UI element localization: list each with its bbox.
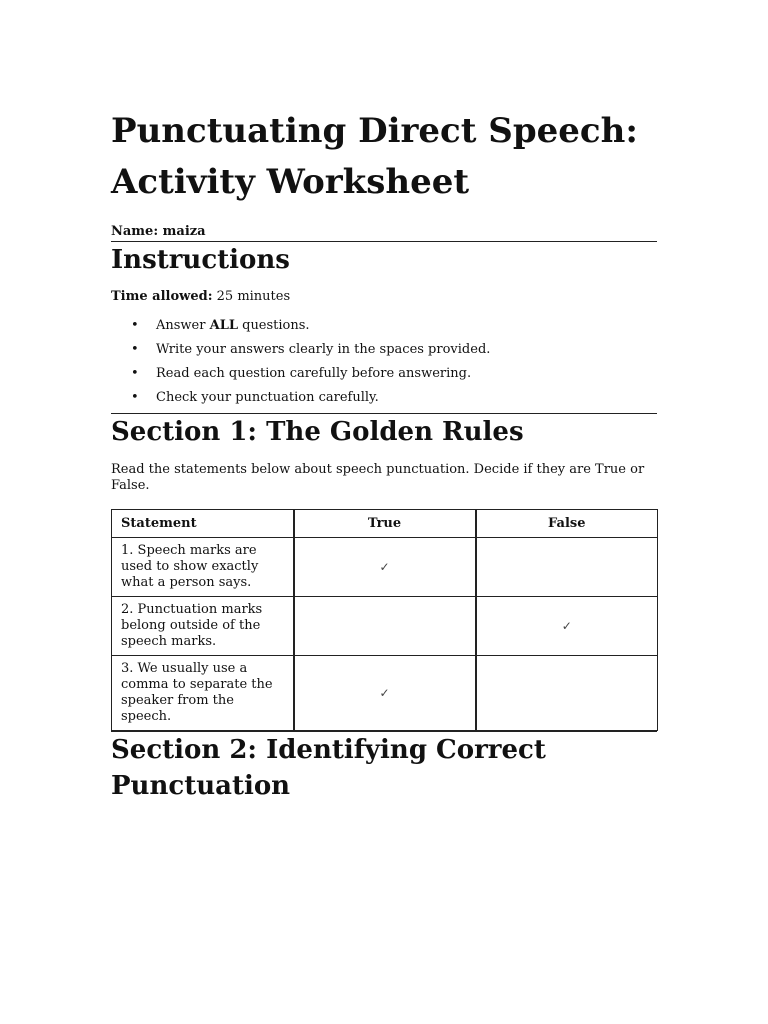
list-item (111, 365, 657, 383)
instruction-text: Check your punctuation carefully. (156, 390, 379, 405)
statement-cell: 3. We usually use a comma to separate the speaker from the speech. (112, 656, 294, 731)
column-header-false: False (476, 510, 658, 538)
time-allowed-label: Time allowed: (111, 289, 213, 304)
section-1-intro: Read the statements below about speech punctuation. Decide if they are True or False. (111, 462, 645, 493)
section-2-heading (111, 732, 657, 804)
bullet-icon: • (131, 366, 139, 381)
instructions-list (111, 317, 657, 407)
section-1-heading: Section 1: The Golden Rules (111, 417, 524, 447)
list-item (111, 341, 657, 359)
name-value: maiza (162, 224, 206, 239)
statement-cell: 1. Speech marks are used to show exactly what a person says. (112, 538, 294, 597)
list-item (111, 317, 657, 335)
true-answer-cell[interactable]: ✓ (294, 538, 476, 597)
true-answer-cell[interactable]: ✓ (294, 656, 476, 731)
section-2-heading-line-1: Section 2: Identifying Correct (111, 735, 546, 765)
instruction-text: Read each question carefully before answering. (156, 366, 472, 381)
time-allowed-line (111, 288, 657, 306)
page-title-line-1: Punctuating Direct Speech: (111, 111, 638, 151)
true-answer-cell[interactable] (294, 597, 476, 656)
instruction-text-before: Answer (156, 318, 210, 333)
instructions-heading: Instructions (111, 245, 290, 275)
student-name-line (111, 223, 657, 241)
false-answer-cell[interactable] (476, 656, 658, 731)
page-title-line-2: Activity Worksheet (111, 162, 470, 202)
table-row (112, 538, 658, 597)
bullet-icon: • (131, 390, 139, 405)
false-answer-cell[interactable]: ✓ (476, 597, 658, 656)
bullet-icon: • (131, 342, 139, 357)
true-false-table (111, 509, 658, 731)
column-header-true: True (294, 510, 476, 538)
worksheet-content (111, 106, 657, 804)
section-2-heading-line-2: Punctuation (111, 771, 291, 801)
time-allowed-value: 25 minutes (216, 289, 291, 304)
instruction-text-bold: ALL (209, 318, 238, 333)
false-answer-cell[interactable] (476, 538, 658, 597)
list-item (111, 389, 657, 407)
name-label: Name: (111, 224, 159, 239)
table-row (112, 597, 658, 656)
page-title (111, 106, 657, 208)
statement-cell: 2. Punctuation marks belong outside of the speech marks. (112, 597, 294, 656)
table-row (112, 656, 658, 731)
bullet-icon: • (131, 318, 139, 333)
column-header-statement: Statement (112, 510, 294, 538)
instruction-text: Write your answers clearly in the spaces provided. (156, 342, 491, 357)
instruction-text-after: questions. (237, 318, 310, 333)
table-header-row (112, 510, 658, 538)
